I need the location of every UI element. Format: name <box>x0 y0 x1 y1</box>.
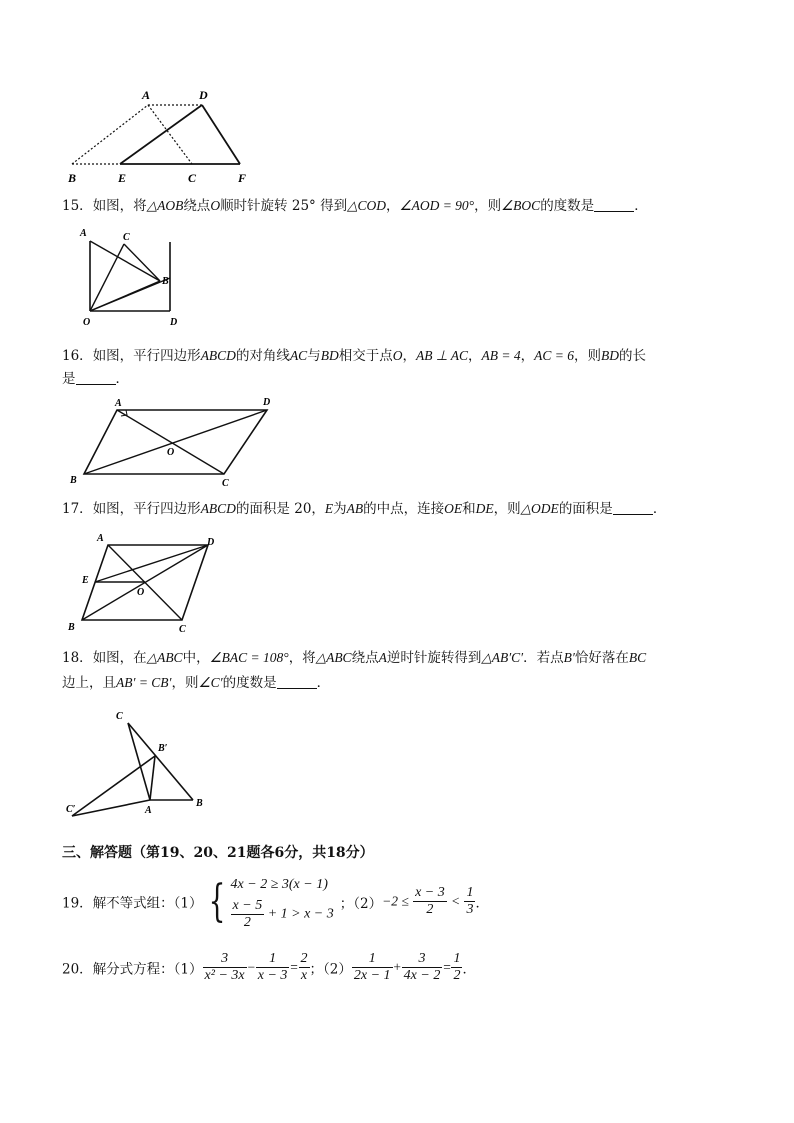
label-C: C <box>179 624 186 635</box>
label-F: F <box>238 171 247 185</box>
answer-blank[interactable] <box>76 370 116 385</box>
question-17: 17．如图，平行四边形ABCD的面积是 20，E为AB的中点，连接OE和DE，则△ODE的面积是 ． <box>62 501 667 517</box>
label-C: C <box>222 478 229 489</box>
label-C: C <box>123 232 130 243</box>
label-B-prime: B′ <box>158 743 168 754</box>
figure-q15 <box>76 226 186 330</box>
label-A: A <box>142 88 151 102</box>
label-E: E <box>118 171 127 185</box>
question-16-line1: 16．如图，平行四边形ABCD的对角线AC与BD相交于点O，AB ⊥ AC，AB = 4，AC = 6，则BD的长 <box>62 348 646 364</box>
label-D: D <box>207 537 215 548</box>
label-O: O <box>83 317 91 328</box>
label-B: B <box>68 171 77 185</box>
figure-q14 <box>62 86 262 186</box>
question-18-line2: 边上，且AB′ = CB′，则∠C′的度数是 ． <box>62 675 331 691</box>
label-A: A <box>97 533 104 544</box>
label-C: C <box>188 171 197 185</box>
label-O: O <box>167 447 175 458</box>
label-C-prime: C′ <box>66 804 76 815</box>
label-B: B <box>162 276 169 287</box>
label-D: D <box>263 397 271 408</box>
label-B: B <box>70 475 77 486</box>
label-E: E <box>82 575 89 586</box>
label-A: A <box>80 228 87 239</box>
answer-blank[interactable] <box>613 500 653 515</box>
label-B: B <box>196 798 203 809</box>
inequality-system: 4x − 2 ≥ 3(x − 1) $\frac{x - 5}{2}$ + 1 > x − 3 <box>230 877 334 930</box>
figure-q18 <box>64 706 214 824</box>
question-20: 20．解分式方程：（1） $\frac{3}{\text{x² − 3x}}$ − $\frac{1}{x - 3}$ = $\frac{2}{x}$ ；（2） $\frac{1}{2x - 1}$ + $\frac{3}{4x - 2}$ = $\frac{1}{2}$ ． <box>62 951 476 983</box>
section-heading: 三、解答题（第19、20、21题各6分，共18分） <box>62 845 374 861</box>
label-B: B <box>68 622 75 633</box>
question-15: 15．如图，将△AOB绕点O顺时针旋转 25° 得到△COD，∠AOD = 90°，则∠BOC的度数是 ． <box>62 198 648 214</box>
label-C: C <box>116 711 123 722</box>
figure-q16 <box>64 394 284 494</box>
answer-blank[interactable] <box>594 197 634 212</box>
question-16-line2: 是 ． <box>62 371 129 387</box>
label-O: O <box>137 587 145 598</box>
question-19: 19．解不等式组：（1） { 4x − 2 ≥ 3(x − 1) $\frac{x - 5}{2}$ + 1 > x − 3 ；（2）−2 ≤ $\frac{x - 3}{2}$ < $\frac{1}{3}$ ． <box>62 872 489 931</box>
question-18-line1: 18．如图，在△ABC中，∠BAC = 108°，将△ABC绕点A逆时针旋转得到△AB′C′．若点B′恰好落在BC <box>62 650 647 666</box>
system-brace: { <box>208 875 225 927</box>
label-D: D <box>170 317 178 328</box>
label-D: D <box>199 88 208 102</box>
figure-q17 <box>64 530 224 636</box>
label-A: A <box>115 398 122 409</box>
label-A: A <box>145 805 152 816</box>
answer-blank[interactable] <box>277 674 317 689</box>
